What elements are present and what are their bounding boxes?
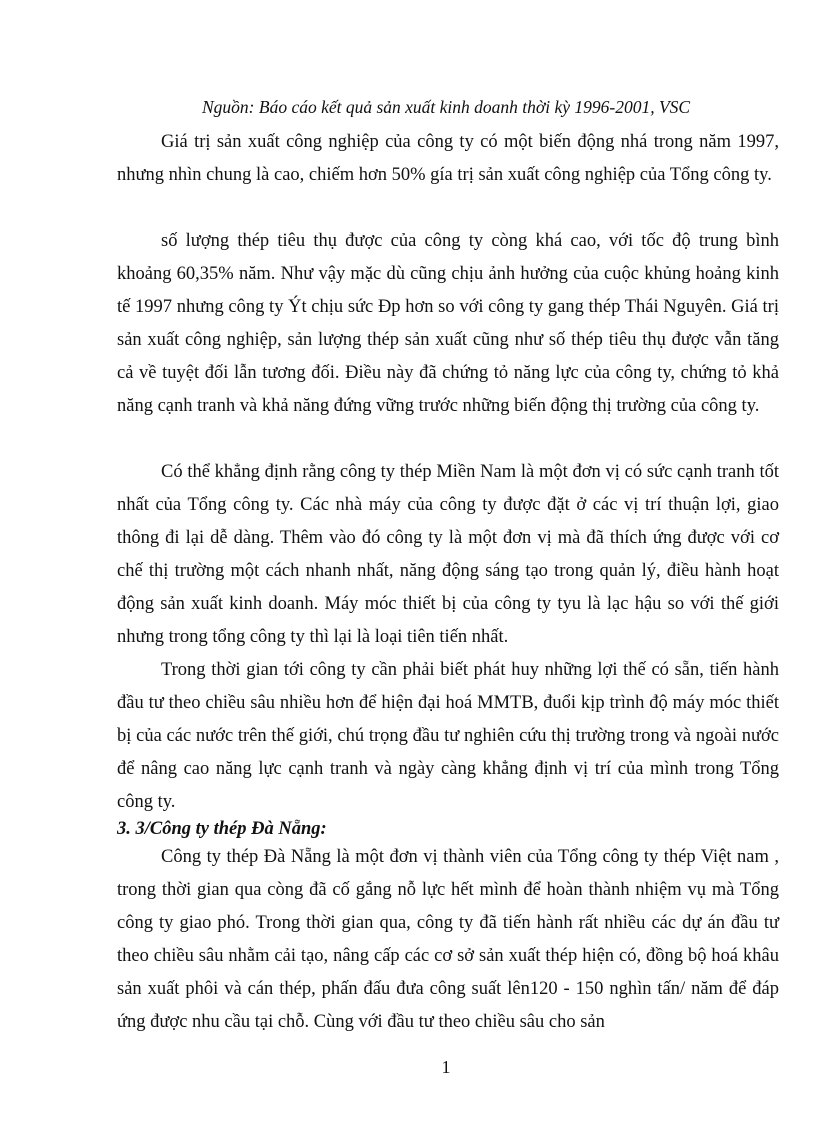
paragraph-industrial-output <box>117 126 779 192</box>
paragraph-future-plans <box>117 654 779 819</box>
paragraph-steel-consumption <box>117 225 779 423</box>
section-heading: 3. 3/Công ty thép Đà Nẵng: <box>117 819 327 839</box>
source-note: Nguồn: Báo cáo kết quả sản xuất kinh doanh thời kỳ 1996-2001, VSC <box>202 97 691 117</box>
paragraph-da-nang-company <box>117 841 779 1039</box>
paragraph-text: Công ty thép Đà Nẵng là một đơn vị thành viên của Tổng công ty thép Việt nam , trong thời gian qua còng đã cố gắng nỗ lực hết mình để hoàn thành nhiệm vụ mà Tổng công ty giao phó. Trong thời gian qua, công ty đã tiến hành rất nhiều các dự án đầu tư theo chiều sâu nhằm cải tạo, nâng cấp các cơ sở sản xuất thép hiện có, đồng bộ hoá khâu sản xuất phôi và cán thép, phấn đấu đưa công suất lên120 - 150 nghìn tấn/ năm để đáp ứng được nhu cầu tại chỗ. Cùng với đầu tư theo chiều sâu cho sản <box>117 847 779 1032</box>
page-number: 1 <box>441 1057 451 1077</box>
paragraph-text: Có thể khẳng định rằng công ty thép Miền Nam là một đơn vị có sức cạnh tranh tốt nhất của Tổng công ty. Các nhà máy của công ty được đặt ở các vị trí thuận lợi, giao thông đi lại dễ dàng. Thêm vào đó công ty là một đơn vị mà đã thích ứng được với cơ chế thị trường một cách nhanh nhất, năng động sáng tạo trong quản lý, điều hành hoạt động sản xuất kinh doanh. Máy móc thiết bị của công ty tyu là lạc hậu so với thế giới nhưng trong tổng công ty thì lại là loại tiên tiến nhất. <box>117 462 779 647</box>
paragraph-text: số lượng thép tiêu thụ được của công ty còng khá cao, với tốc độ trung bình khoảng 60,35% năm. Như vậy mặc dù cũng chịu ảnh hưởng của cuộc khủng hoảng kinh tế 1997 nhưng công ty Ýt chịu sức Ðp hơn so với công ty gang thép Thái Nguyên. Giá trị sản xuất công nghiệp, sản lượng thép sản xuất cũng như số thép tiêu thụ được vẫn tăng cả về tuyệt đối lẫn tương đối. Điều này đã chứng tỏ năng lực của công ty, chứng tỏ khả năng cạnh tranh và khả năng đứng vững trước những biến động thị trường của công ty. <box>117 231 779 416</box>
paragraph-competitiveness <box>117 456 779 654</box>
paragraph-text: Giá trị sản xuất công nghiệp của công ty có một biến động nhá trong năm 1997, nhưng nhìn chung là cao, chiếm hơn 50% gía trị sản xuất công nghiệp của Tổng công ty. <box>117 132 779 185</box>
paragraph-text: Trong thời gian tới công ty cần phải biết phát huy những lợi thế có sẵn, tiến hành đầu tư theo chiều sâu nhiều hơn để hiện đại hoá MMTB, đuổi kịp trình độ máy móc thiết bị của các nước trên thế giới, chú trọng đầu tư nghiên cứu thị trường trong và ngoài nước để nâng cao năng lực cạnh tranh và ngày càng khẳng định vị trí của mình trong Tổng công ty. <box>117 660 779 812</box>
